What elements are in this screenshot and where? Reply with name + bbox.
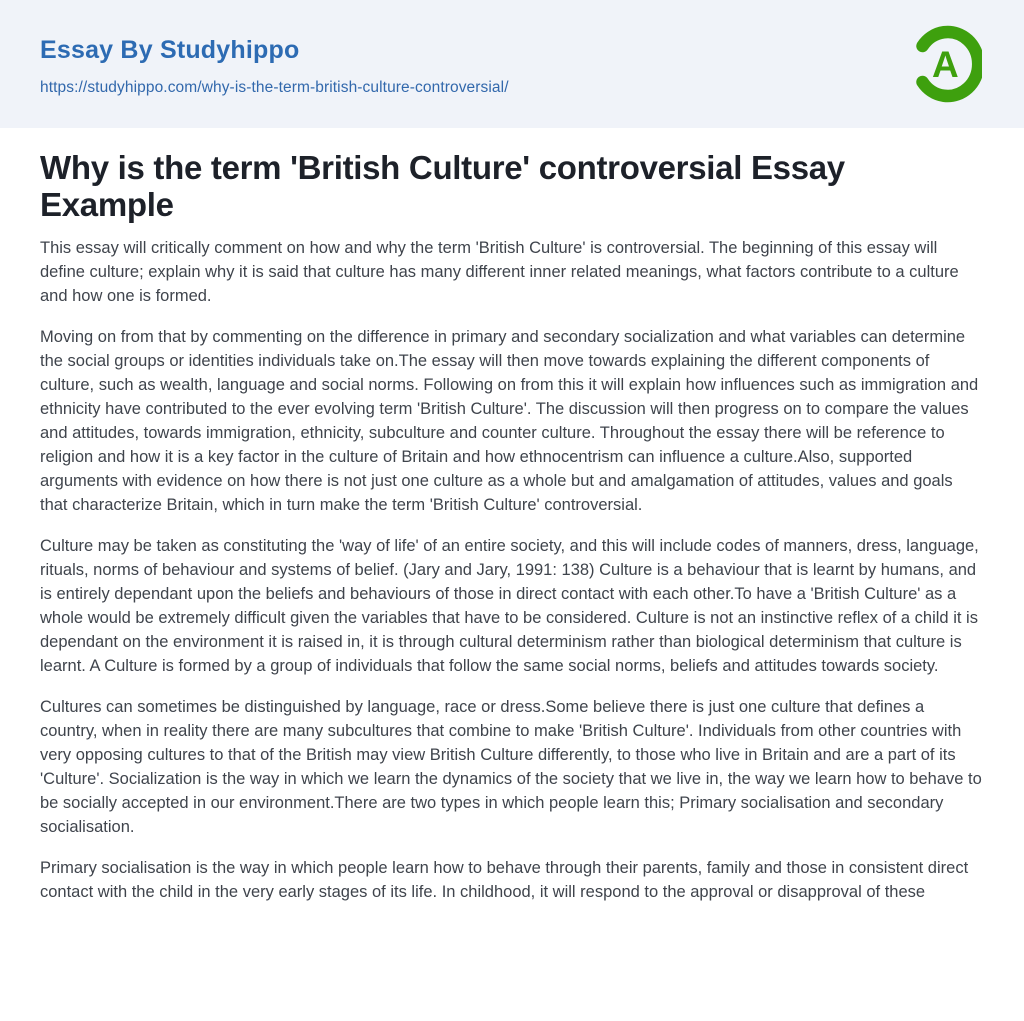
essay-paragraph-1: This essay will critically comment on how and why the term 'British Culture' is controversial. The beginning of this essay will define culture; explain why it is said that culture has many different inner related meanings, what factors contribute to a culture and how one is formed. bbox=[40, 239, 959, 305]
page-header bbox=[0, 0, 1024, 128]
page-url: https://studyhippo.com/why-is-the-term-british-culture-controversial/ bbox=[40, 79, 509, 96]
essay-paragraph-3: Culture may be taken as constituting the 'way of life' of an entire society, and this will include codes of manners, dress, language, rituals, norms of behaviour and systems of belief. (Jary and Jary, 1991: 138) Culture is a behaviour that is learnt by humans, and is entirely dependant upon the beliefs and behaviours of those in direct contact with each other.To have a 'British Culture' as a whole would be extremely difficult given the variables that have to be considered. Culture is not an instinctive reflex of a child it is dependant on the environment it is raised in, it is through cultural determinism rather than biological determinism that culture is learnt. A Culture is formed by a group of individuals that follow the same social norms, beliefs and attitudes towards society. bbox=[40, 537, 979, 675]
essay-paragraph-2: Moving on from that by commenting on the difference in primary and secondary socialization and what variables can determine the social groups or identities individuals take on.The essay will then move towards explaining the different components of culture, such as wealth, language and social norms. Following on from this it will explain how influences such as immigration and ethnicity have contributed to the ever evolving term 'British Culture'. The discussion will then progress on to compare the values and attitudes, towards immigration, ethnicity, subculture and counter culture. Throughout the essay there will be reference to religion and how it is a key factor in the culture of Britain and how ethnocentrism can influence a culture.Also, supported arguments with evidence on how there is not just one culture as a whole but and amalgamation of attitudes, values and goals that characterize Britain, which in turn make the term 'British Culture' controversial. bbox=[40, 328, 979, 514]
site-title: Essay By Studyhippo bbox=[40, 36, 300, 64]
essay-paragraph-4: Cultures can sometimes be distinguished by language, race or dress.Some believe there is just one culture that defines a country, when in reality there are many subcultures that combine to make 'British Culture'. Individuals from other countries with very opposing cultures to that of the British may view British Culture differently, to those who live in Britain and are a part of its 'Culture'. Socialization is the way in which we learn the dynamics of the society that we live in, the way we learn how to behave to be socially accepted in our environment.There are two types in which people learn this; Primary socialisation and secondary socialisation. bbox=[40, 698, 982, 836]
site-logo bbox=[910, 20, 982, 108]
logo-arc-icon bbox=[910, 20, 982, 108]
essay-content bbox=[0, 149, 1024, 904]
logo-letter: A bbox=[932, 44, 959, 85]
essay-paragraph-5: Primary socialisation is the way in which people learn how to behave through their parents, family and those in consistent direct contact with the child in the very early stages of its life. In childhood, it will respond to the approval or disapproval of these bbox=[40, 859, 969, 901]
essay-title: Why is the term 'British Culture' controversial Essay Example bbox=[40, 149, 845, 223]
